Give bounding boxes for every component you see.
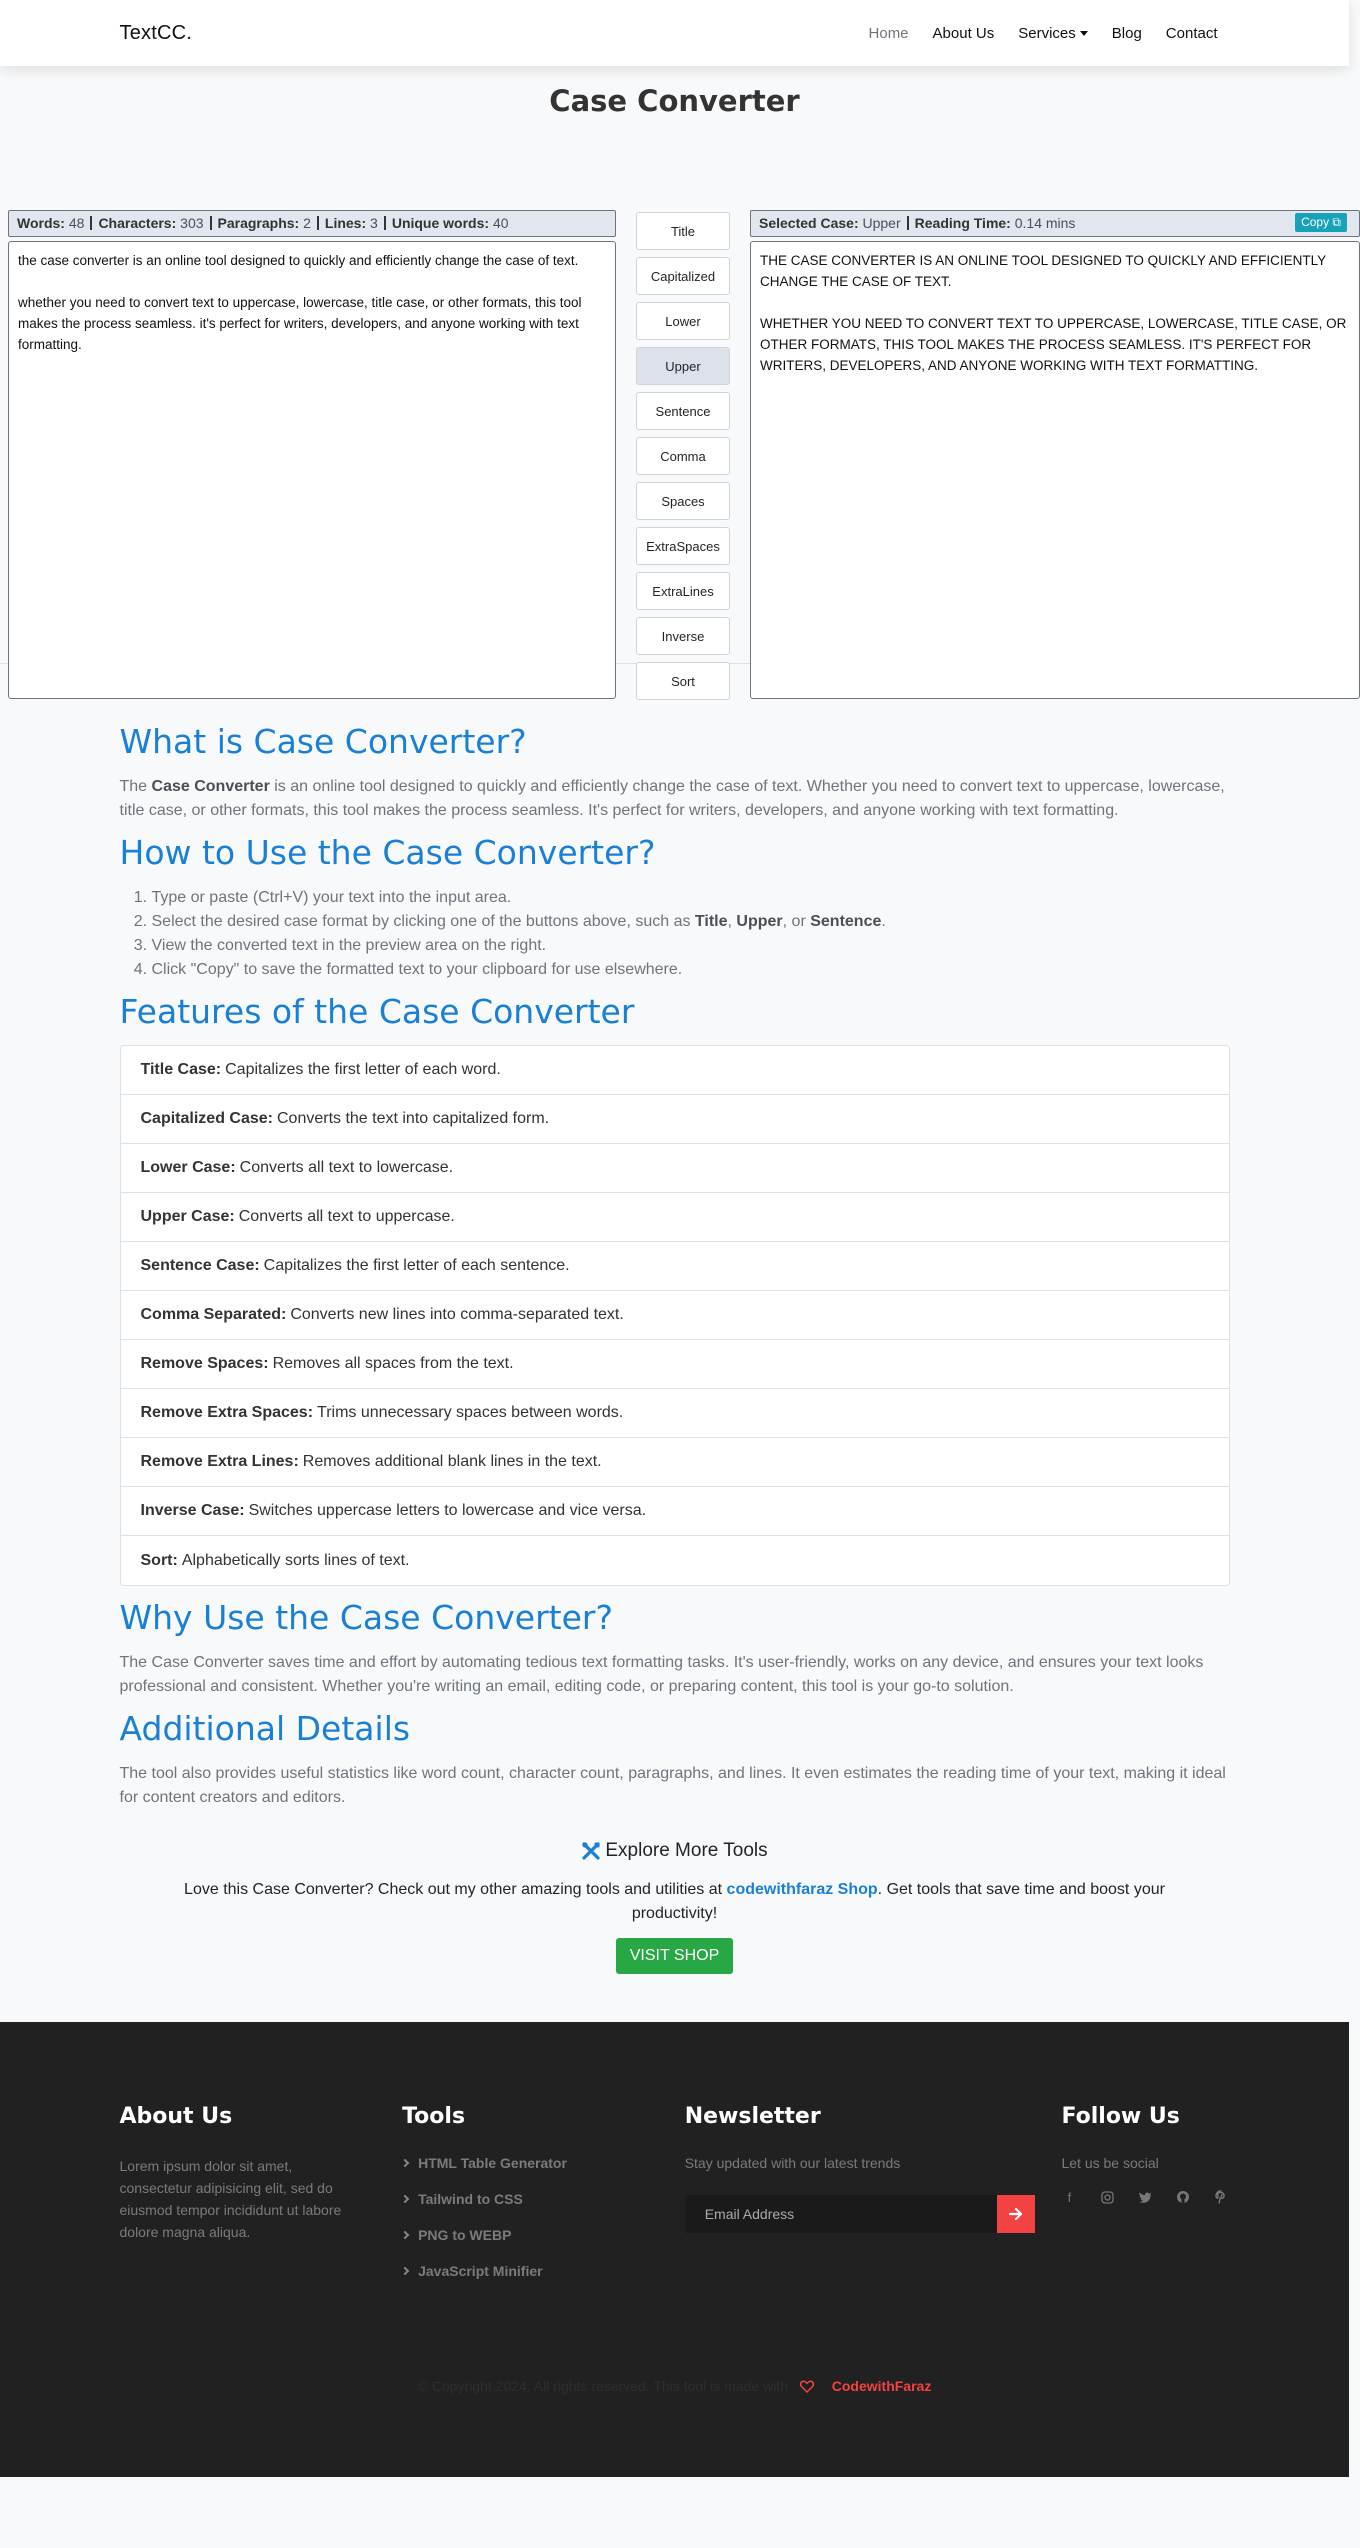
divider [317,216,319,230]
feature-name: Sort: [140,1551,178,1569]
selected-case-label: Selected Case: [759,215,859,231]
feature-name: Title Case: [140,1061,222,1078]
why-heading: Why Use the Case Converter? [119,1598,613,1637]
bold-text: Title [694,913,728,930]
selected-case-value: Upper [862,215,901,231]
output-preview[interactable]: THE CASE CONVERTER IS AN ONLINE TOOL DESIGNED TO QUICKLY AND EFFICIENTLY CHANGE THE CASE OF TEXT. WHETHER YOU NEED TO CONVERT TEXT TO UPPERCASE, LOWERCASE, TITLE CASE, OR OTHER FORMATS, THIS TOOL MAKES THE PROCESS SEAMLESS. IT'S PERFECT FOR WRITERS, DEVELOPERS, AND ANYONE WORKING WITH TEXT FORMATTING. [750,241,1360,699]
github-icon[interactable] [1175,2189,1191,2205]
chevron-right-icon [401,2195,409,2203]
capitalized-case-button[interactable]: Capitalized [636,257,730,295]
divider [90,216,92,230]
explore-section [120,1820,1230,2022]
explore-text [140,1878,1210,1926]
text: . Get tools that save time and boost your productivity! [631,1881,1165,1922]
bold-text: Sentence [810,913,882,930]
feature-description: Removes all spaces from the text. [272,1355,514,1372]
visit-shop-button[interactable]: VISIT SHOP [616,1938,734,1974]
feature-name: Upper Case: [140,1208,235,1225]
divider [907,216,909,230]
feature-description: Converts the text into capitalized form. [276,1110,550,1127]
words-label: Words: [17,215,65,231]
sentence-case-button[interactable]: Sentence [636,392,730,430]
shop-link[interactable]: codewithfaraz Shop [726,1881,878,1898]
how-heading: How to Use the Case Converter? [119,833,656,872]
feature-description: Alphabetically sorts lines of text. [181,1551,410,1569]
follow-text: Let us be social [1061,2155,1159,2171]
feature-item [121,1144,1229,1193]
feature-description: Capitalizes the first letter of each word. [225,1061,501,1078]
copy-button[interactable] [1295,213,1347,232]
footer [0,2022,1349,2477]
lower-case-button[interactable]: Lower [636,302,730,340]
feature-name: Capitalized Case: [140,1110,273,1127]
how-steps-list [120,886,1230,982]
converter-tool [0,66,1349,689]
footer-tool-link[interactable] [402,2263,685,2279]
feature-item [121,1242,1229,1291]
footer-newsletter [685,2104,1062,2299]
footer-tool-label: Tailwind to CSS [418,2191,523,2207]
footer-tool-label: PNG to WEBP [418,2227,512,2243]
footer-tool-link[interactable] [402,2155,685,2171]
footer-about [120,2104,403,2299]
footer-tools [402,2104,685,2299]
text: is an online tool designed to quickly and efficiently change the case of text. Whether you need to convert text to uppercase, lowercase, title case, or other formats, this tool makes the process seamless. It's perfect for writers, developers, and anyone working with text formatting. [119,778,1225,819]
feature-name: Lower Case: [140,1159,236,1176]
list-item: 3. View the converted text in the preview area on the right. [152,934,1230,958]
features-heading: Features of the Case Converter [119,992,635,1031]
feature-name: Remove Extra Spaces: [140,1404,314,1421]
footer-tools-list [402,2155,685,2279]
feature-item [121,1095,1229,1144]
copy-button-label: Copy [1301,215,1330,229]
reading-time-value: 0.14 mins [1014,215,1076,231]
footer-about-text: Lorem ipsum dolor sit amet, consectetur adipisicing elit, sed do eiusmod tempor incididunt ut labore dolore magna aliqua. [119,2158,342,2240]
case-buttons [636,212,730,707]
footer-about-heading: About Us [119,2104,233,2129]
feature-name: Sentence Case: [140,1257,260,1274]
extra-spaces-button[interactable]: ExtraSpaces [636,527,730,565]
chevron-right-icon [401,2231,409,2239]
facebook-icon[interactable]: f [1067,2189,1072,2205]
list-item [152,910,1230,934]
pinterest-icon[interactable] [1213,2189,1229,2205]
nav-blog[interactable]: Blog [1111,24,1142,42]
feature-item [121,1389,1229,1438]
chevron-right-icon [401,2159,409,2167]
details-paragraph: The tool also provides useful statistics like word count, character count, paragraphs, and lines. It even estimates the reading time of your text, making it ideal for content creators and editors. [119,1765,1226,1806]
footer-tool-label: HTML Table Generator [418,2155,567,2171]
paragraphs-label: Paragraphs: [217,215,300,231]
why-paragraph: The Case Converter saves time and effort by automating tedious text formatting tasks. It's user-friendly, works on any device, and ensures your text looks professional and consistent. Whether you're writing an email, editing code, or preparing content, this tool is your go-to solution. [119,1654,1204,1695]
explore-heading [120,1840,1230,1862]
bold-text: Upper [736,913,783,930]
footer-tools-heading: Tools [402,2104,466,2129]
footer-follow [1061,2104,1229,2299]
what-paragraph [120,775,1230,823]
feature-description: Removes additional blank lines in the text. [302,1453,602,1470]
newsletter-form [685,2195,1035,2233]
characters-label: Characters: [98,215,177,231]
words-count: 48 [68,215,85,231]
copyright [0,2378,1349,2394]
input-textarea[interactable]: the case converter is an online tool designed to quickly and efficiently change the case of text. whether you need to convert text to uppercase, lowercase, title case, or other formats, this tool makes the process seamless. it's perfect for writers, developers, and anyone working with text formatting. [8,241,616,699]
copy-icon: ⧉ [1332,215,1341,229]
input-stats-bar [8,210,616,237]
unique-words-label: Unique words: [391,215,490,231]
social-links [1061,2189,1229,2205]
feature-name: Comma Separated: [140,1306,287,1323]
nav-about[interactable]: About Us [932,24,995,42]
copyright-text: © Copyright 2024. All rights reserved. This tool is made with [417,2378,788,2394]
upper-case-button[interactable]: Upper [636,347,730,385]
email-field[interactable]: Email Address [685,2195,997,2233]
text: Love this Case Converter? Check out my other amazing tools and utilities at [184,1881,727,1898]
divider [384,216,386,230]
caret-down-icon [1080,31,1088,36]
extra-lines-button[interactable]: ExtraLines [636,572,730,610]
nav-services[interactable] [1006,25,1100,42]
output-stats-bar [750,210,1360,237]
copyright-brand-link[interactable]: CodewithFaraz [831,2378,932,2394]
newsletter-heading: Newsletter [684,2104,821,2129]
divider [210,216,212,230]
subscribe-button[interactable] [997,2195,1035,2233]
feature-item [121,1438,1229,1487]
newsletter-text: Stay updated with our latest trends [684,2155,901,2171]
chevron-right-icon [401,2267,409,2275]
feature-item [121,1046,1229,1095]
arrow-right-icon [1009,2207,1023,2221]
explore-title: Explore More Tools [605,1840,768,1861]
instagram-icon[interactable] [1099,2189,1115,2205]
text: Select the desired case format by clicking one of the buttons above, such as [151,913,695,930]
feature-description: Capitalizes the first letter of each sentence. [263,1257,570,1274]
feature-name: Remove Spaces: [140,1355,269,1372]
info-content [120,664,1230,2022]
reading-time-label: Reading Time: [914,215,1011,231]
sort-button[interactable]: Sort [636,662,730,700]
inverse-case-button[interactable]: Inverse [636,617,730,655]
feature-description: Switches uppercase letters to lowercase and vice versa. [248,1502,647,1519]
title-case-button[interactable]: Title [636,212,730,250]
feature-item [121,1291,1229,1340]
text: , [727,913,737,930]
text: , or [782,913,811,930]
feature-description: Converts new lines into comma-separated text. [290,1306,624,1323]
feature-item [121,1536,1229,1585]
details-heading: Additional Details [119,1709,411,1748]
unique-words-count: 40 [492,215,509,231]
footer-tool-link[interactable] [402,2227,685,2243]
feature-item [121,1340,1229,1389]
feature-name: Inverse Case: [140,1502,245,1519]
feature-item [121,1487,1229,1536]
feature-description: Converts all text to lowercase. [239,1159,454,1176]
paragraphs-count: 2 [303,215,311,231]
nav-home[interactable]: Home [868,24,909,42]
nav-services-label: Services [1018,24,1076,42]
list-item: 1. Type or paste (Ctrl+V) your text into the input area. [152,886,1230,910]
text: The [119,778,152,795]
text: . [881,913,886,930]
feature-description: Trims unnecessary spaces between words. [317,1404,624,1421]
spaces-button[interactable]: Spaces [636,482,730,520]
lines-label: Lines: [324,215,367,231]
follow-heading: Follow Us [1061,2104,1180,2129]
comma-button[interactable]: Comma [636,437,730,475]
nav-contact[interactable]: Contact [1165,24,1218,42]
bold-text: Case Converter [151,778,270,795]
footer-tool-label: JavaScript Minifier [418,2263,543,2279]
heart-icon [800,2380,814,2393]
lines-count: 3 [370,215,378,231]
navbar [0,0,1349,66]
list-item: 4. Click "Copy" to save the formatted text to your clipboard for use elsewhere. [152,958,1230,982]
characters-count: 303 [180,215,204,231]
footer-tool-link[interactable] [402,2191,685,2207]
twitter-icon[interactable] [1137,2189,1153,2205]
tools-icon [581,1841,601,1861]
page-title: Case Converter [549,84,800,118]
feature-item [121,1193,1229,1242]
features-list [120,1045,1230,1586]
feature-description: Converts all text to uppercase. [238,1208,455,1225]
what-heading: What is Case Converter? [119,722,527,761]
nav-links [857,25,1230,42]
feature-name: Remove Extra Lines: [140,1453,299,1470]
brand-logo[interactable]: TextCC. [119,21,193,44]
